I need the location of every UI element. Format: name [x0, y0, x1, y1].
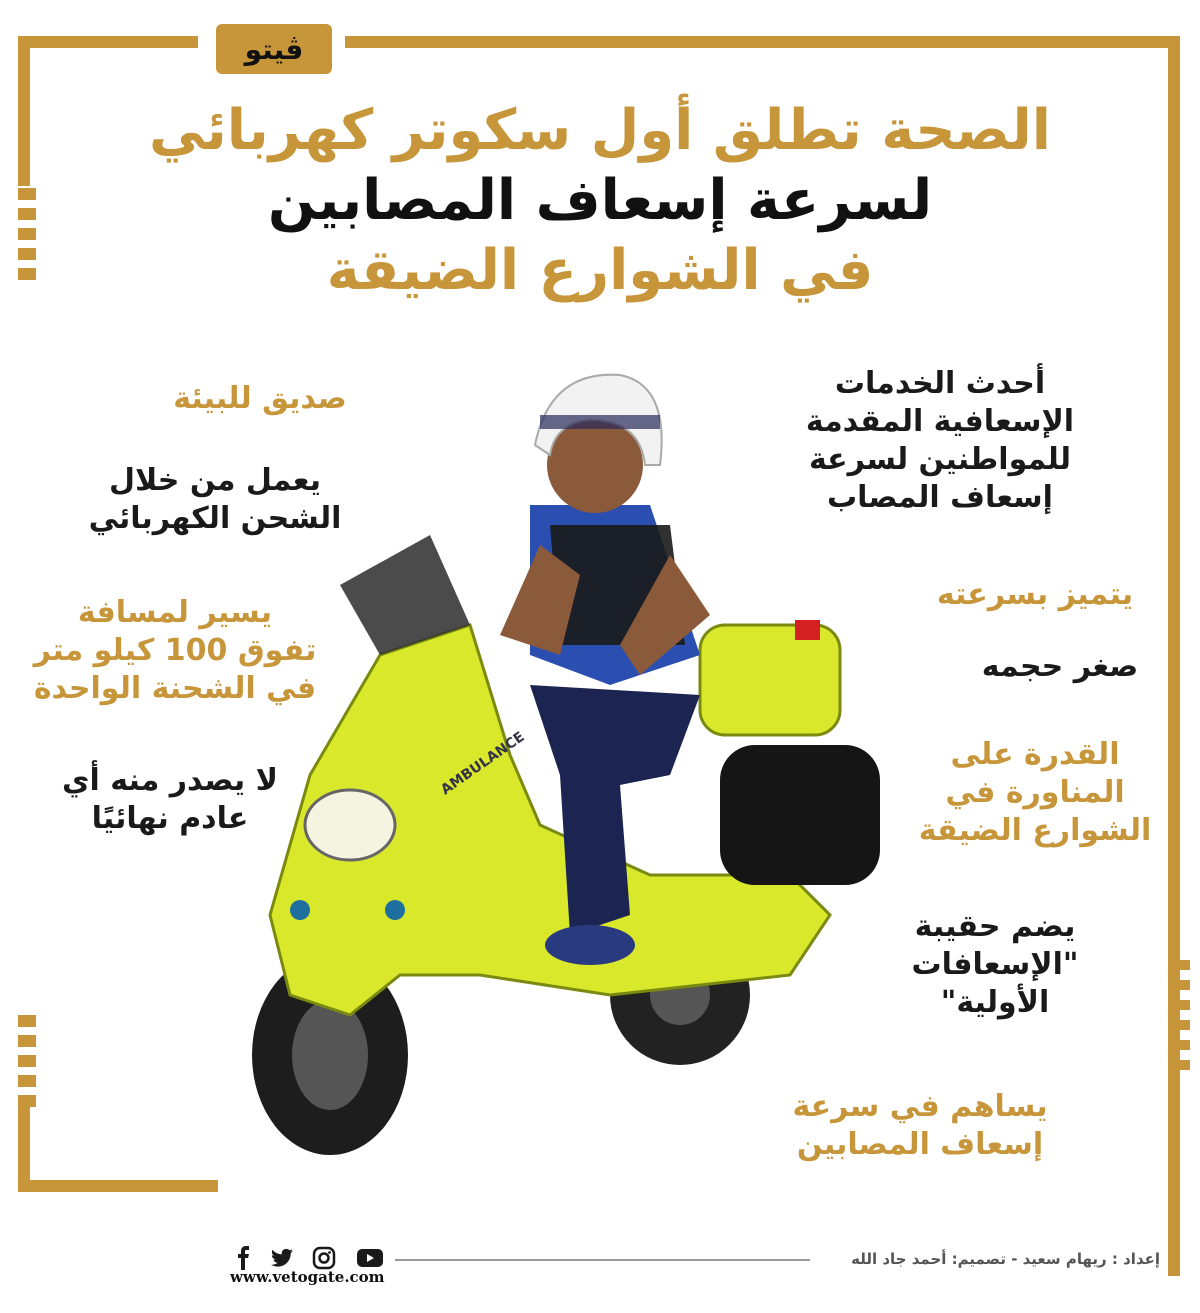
rear-box [700, 625, 840, 735]
frame-dash [18, 1015, 36, 1027]
feature-helps-l1: يساهم في سرعة [792, 1089, 1048, 1124]
feature-eco-friendly: صديق للبيئة [173, 381, 347, 416]
first-aid-bag [720, 745, 880, 885]
frame-dash [18, 1075, 36, 1087]
frame-dash [18, 228, 36, 240]
feature-latest-service-l2: الإسعافية المقدمة [805, 404, 1075, 439]
feature-helps-l2: إسعاف المصابين [796, 1127, 1044, 1162]
feature-latest-service-l4: إسعاف المصاب [827, 480, 1053, 515]
frame-dash [18, 268, 36, 280]
twitter-icon[interactable] [270, 1246, 294, 1270]
scooter-label: AMBULANCE [438, 728, 528, 799]
title-line-2: لسرعة إسعاف المصابين [267, 168, 933, 233]
title-line-3: في الشوارع الضيقة [326, 238, 874, 303]
feature-maneuver-l3: الشوارع الضيقة [918, 813, 1152, 848]
frame-left-bar [18, 36, 30, 186]
brand-logo [216, 24, 332, 74]
feature-first-aid-l3: الأولية" [940, 985, 1050, 1020]
feature-electric-l2: الشحن الكهربائي [88, 501, 342, 536]
feature-electric-l1: يعمل من خلال [109, 463, 321, 498]
feature-speed: يتميز بسرعته [936, 577, 1134, 612]
instagram-icon[interactable] [312, 1246, 336, 1270]
feature-no-exhaust-l2: عادم نهائيًا [91, 801, 249, 836]
feature-maneuver-l2: المناورة في [945, 775, 1125, 810]
website-url[interactable]: www.vetogate.com [230, 1268, 385, 1286]
frame-top-right-bar [345, 36, 1180, 48]
feature-first-aid-l1: يضم حقيبة [914, 909, 1076, 944]
credits: إعداد : ريهام سعيد - تصميم: أحمد جاد الله [851, 1250, 1160, 1268]
feature-no-exhaust-l1: لا يصدر منه أي [62, 763, 278, 798]
frame-dash [18, 188, 36, 200]
footer-divider [395, 1259, 810, 1261]
frame-dash [18, 1055, 36, 1067]
frame-bottom-bar [18, 1180, 218, 1192]
facebook-icon[interactable] [232, 1246, 256, 1270]
frame-dash [18, 208, 36, 220]
feature-latest-service-l3: للمواطنين لسرعة [808, 442, 1072, 477]
feature-small-size: صغر حجمه [981, 649, 1139, 684]
feature-latest-service-l1: أحدث الخدمات [834, 366, 1046, 401]
frame-right-bar [1168, 36, 1180, 1276]
feature-range-l3: في الشحنة الواحدة [33, 671, 317, 706]
feature-range-l1: يسير لمسافة [77, 595, 273, 630]
title-line-1: الصحة تطلق أول سكوتر كهربائي [149, 98, 1051, 163]
youtube-icon[interactable] [356, 1246, 384, 1270]
feature-first-aid-l2: "الإسعافات [911, 947, 1079, 982]
frame-left-bottom-bar [18, 1100, 30, 1190]
frame-top-bar [18, 36, 198, 48]
feature-range-l2: تفوق 100 كيلو متر [33, 633, 317, 668]
frame-dash [18, 248, 36, 260]
feature-maneuver-l1: القدرة على [950, 737, 1120, 772]
frame-dash [18, 1035, 36, 1047]
brand-logo-text: ڤيتو [244, 32, 304, 66]
